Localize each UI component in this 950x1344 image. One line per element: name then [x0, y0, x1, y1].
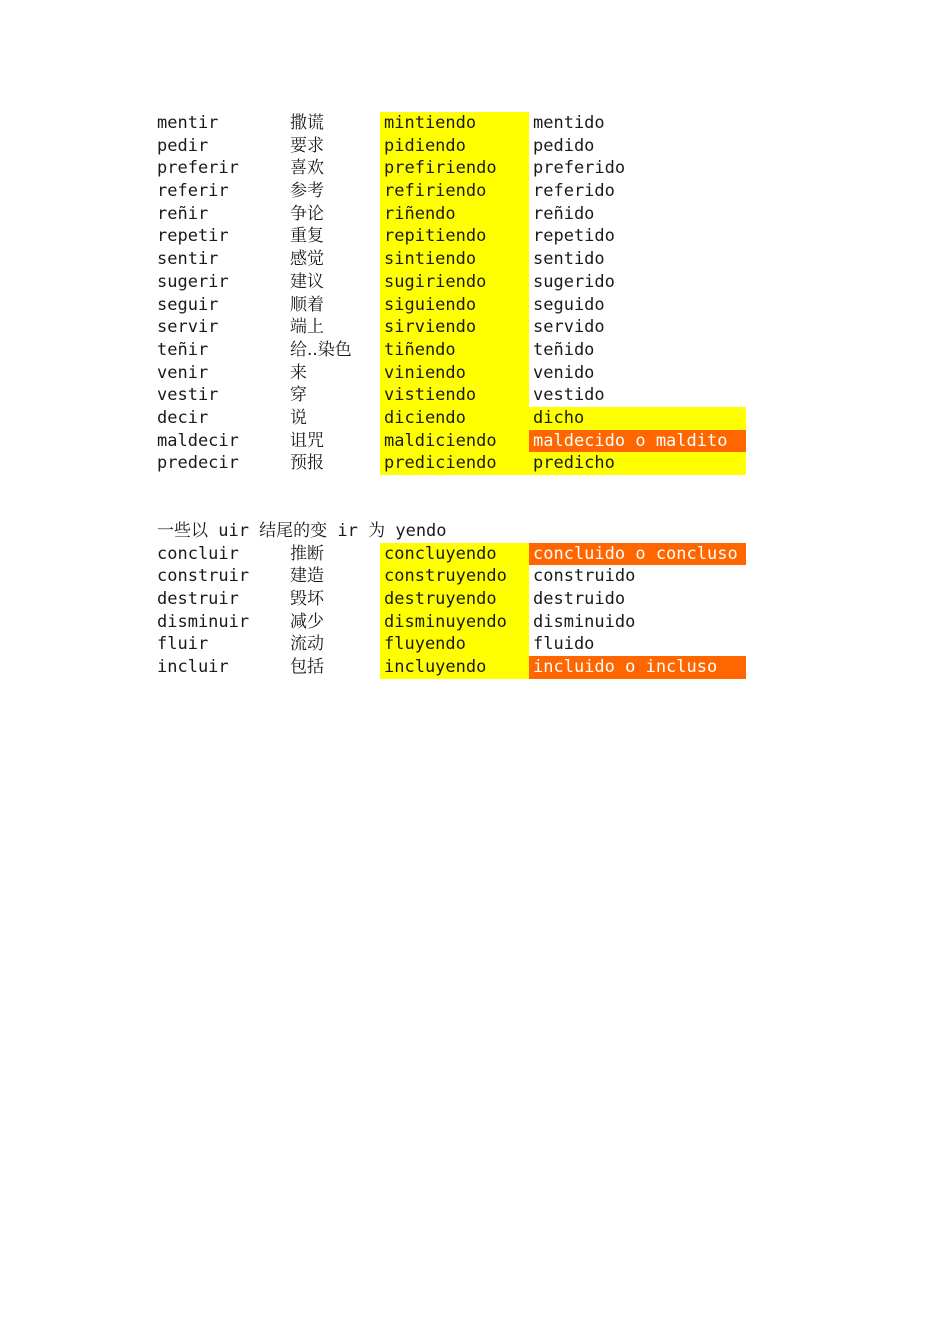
- gerund-cell: vistiendo: [380, 384, 529, 407]
- table-row: [153, 543, 753, 566]
- table-row: [153, 248, 753, 271]
- chinese-meaning-cell: 预报: [290, 453, 324, 474]
- table-row: [153, 633, 753, 656]
- chinese-meaning-cell: 感觉: [290, 249, 324, 270]
- chinese-meaning-cell: 给..染色: [290, 339, 352, 360]
- gerund-cell: pidiendo: [380, 135, 529, 158]
- participle-cell: vestido: [533, 385, 605, 406]
- infinitive-cell: mentir: [157, 113, 219, 133]
- participle-cell: reñido: [533, 203, 595, 224]
- table-row: [153, 339, 753, 362]
- table-row: [153, 203, 753, 226]
- infinitive-cell: disminuir: [157, 611, 250, 632]
- verb-table-group2: [153, 543, 753, 679]
- chinese-meaning-cell: 推断: [290, 543, 324, 564]
- participle-cell: teñido: [533, 339, 595, 360]
- gerund-cell: prefiriendo: [380, 157, 529, 180]
- gerund-cell: concluyendo: [380, 543, 529, 566]
- chinese-meaning-cell: 诅咒: [290, 430, 324, 451]
- participle-cell: mentido: [533, 113, 605, 133]
- gerund-cell: sintiendo: [380, 248, 529, 271]
- infinitive-cell: reñir: [157, 203, 209, 224]
- gerund-cell: sugiriendo: [380, 271, 529, 294]
- chinese-meaning-cell: 撒谎: [290, 113, 324, 133]
- chinese-meaning-cell: 顺着: [290, 294, 324, 315]
- participle-cell: disminuido: [533, 611, 636, 632]
- participle-cell: destruido: [533, 589, 626, 610]
- chinese-meaning-cell: 来: [290, 362, 307, 383]
- gerund-cell: viniendo: [380, 362, 529, 385]
- infinitive-cell: destruir: [157, 589, 239, 610]
- infinitive-cell: seguir: [157, 294, 219, 315]
- infinitive-cell: incluir: [157, 657, 229, 678]
- participle-cell: predicho: [529, 452, 746, 475]
- chinese-meaning-cell: 穿: [290, 385, 307, 406]
- infinitive-cell: servir: [157, 317, 219, 338]
- chinese-meaning-cell: 建议: [290, 271, 324, 292]
- participle-cell: dicho: [529, 407, 746, 430]
- gerund-cell: disminuyendo: [380, 611, 529, 634]
- gerund-cell: maldiciendo: [380, 430, 529, 453]
- participle-cell: fluido: [533, 634, 595, 655]
- infinitive-cell: referir: [157, 181, 229, 202]
- table-row: [153, 180, 753, 203]
- participle-cell: incluido o incluso: [529, 656, 746, 679]
- table-row: [153, 430, 753, 453]
- table-row: [153, 407, 753, 430]
- section-gap: [153, 475, 753, 520]
- chinese-meaning-cell: 参考: [290, 181, 324, 202]
- participle-cell: sentido: [533, 249, 605, 270]
- participle-cell: sugerido: [533, 271, 615, 292]
- verb-table-group1: [153, 112, 753, 475]
- gerund-cell: siguiendo: [380, 294, 529, 317]
- table-row: [153, 656, 753, 679]
- participle-cell: repetido: [533, 226, 615, 247]
- table-row: [153, 271, 753, 294]
- gerund-cell: tiñendo: [380, 339, 529, 362]
- participle-cell: seguido: [533, 294, 605, 315]
- infinitive-cell: venir: [157, 362, 209, 383]
- infinitive-cell: sugerir: [157, 271, 229, 292]
- verb-sheet: [153, 112, 753, 679]
- infinitive-cell: preferir: [157, 158, 239, 179]
- chinese-meaning-cell: 端上: [290, 317, 324, 338]
- table-row: [153, 225, 753, 248]
- gerund-cell: destruyendo: [380, 588, 529, 611]
- chinese-meaning-cell: 毁坏: [290, 589, 324, 610]
- table-row: [153, 384, 753, 407]
- table-row: [153, 588, 753, 611]
- chinese-meaning-cell: 说: [290, 407, 307, 428]
- gerund-cell: incluyendo: [380, 656, 529, 679]
- gerund-cell: diciendo: [380, 407, 529, 430]
- gerund-cell: mintiendo: [380, 112, 529, 135]
- table-row: [153, 294, 753, 317]
- chinese-meaning-cell: 争论: [290, 203, 324, 224]
- section-heading: 一些以 uir 结尾的变 ir 为 yendo: [157, 521, 447, 541]
- infinitive-cell: repetir: [157, 226, 229, 247]
- participle-cell: venido: [533, 362, 595, 383]
- table-row: [153, 452, 753, 475]
- table-row: [153, 112, 753, 135]
- infinitive-cell: maldecir: [157, 430, 239, 451]
- infinitive-cell: teñir: [157, 339, 209, 360]
- participle-cell: pedido: [533, 135, 595, 156]
- infinitive-cell: vestir: [157, 385, 219, 406]
- infinitive-cell: fluir: [157, 634, 209, 655]
- gerund-cell: construyendo: [380, 565, 529, 588]
- infinitive-cell: concluir: [157, 543, 239, 564]
- gerund-cell: refiriendo: [380, 180, 529, 203]
- infinitive-cell: construir: [157, 566, 250, 587]
- infinitive-cell: predecir: [157, 453, 239, 474]
- participle-cell: referido: [533, 181, 615, 202]
- table-row: [153, 565, 753, 588]
- participle-cell: maldecido o maldito: [529, 430, 746, 453]
- participle-cell: construido: [533, 566, 636, 587]
- chinese-meaning-cell: 包括: [290, 657, 324, 678]
- table-row: [153, 611, 753, 634]
- participle-cell: servido: [533, 317, 605, 338]
- table-row: [153, 316, 753, 339]
- participle-cell: preferido: [533, 158, 626, 179]
- infinitive-cell: decir: [157, 407, 209, 428]
- gerund-cell: riñendo: [380, 203, 529, 226]
- infinitive-cell: pedir: [157, 135, 209, 156]
- gerund-cell: fluyendo: [380, 633, 529, 656]
- chinese-meaning-cell: 要求: [290, 135, 324, 156]
- gerund-cell: prediciendo: [380, 452, 529, 475]
- table-row: [153, 362, 753, 385]
- chinese-meaning-cell: 重复: [290, 226, 324, 247]
- chinese-meaning-cell: 喜欢: [290, 158, 324, 179]
- participle-cell: concluido o concluso: [529, 543, 746, 566]
- table-row: [153, 157, 753, 180]
- chinese-meaning-cell: 建造: [290, 566, 324, 587]
- table-row: [153, 135, 753, 158]
- gerund-cell: sirviendo: [380, 316, 529, 339]
- gerund-cell: repitiendo: [380, 225, 529, 248]
- chinese-meaning-cell: 流动: [290, 634, 324, 655]
- infinitive-cell: sentir: [157, 249, 219, 270]
- chinese-meaning-cell: 减少: [290, 611, 324, 632]
